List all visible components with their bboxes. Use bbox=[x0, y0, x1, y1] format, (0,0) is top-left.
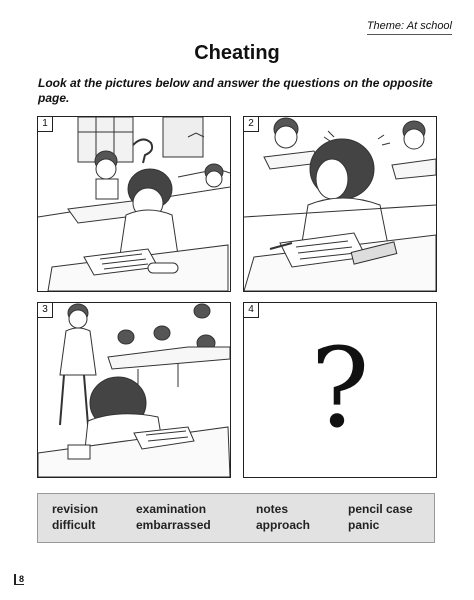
classroom-illustration-1 bbox=[38, 117, 230, 291]
panel-number: 4 bbox=[244, 303, 259, 318]
picture-panel-1 bbox=[37, 116, 231, 292]
word-bank-item: notes bbox=[256, 502, 289, 516]
word-bank-item: revision bbox=[52, 502, 99, 516]
panel-number: 3 bbox=[38, 303, 53, 318]
classroom-illustration-2 bbox=[244, 117, 436, 291]
classroom-illustration-3 bbox=[38, 303, 230, 477]
picture-panel-4 bbox=[243, 302, 437, 478]
theme-label: Theme: At school bbox=[367, 20, 452, 35]
word-bank-item: difficult bbox=[52, 518, 96, 532]
word-bank-item: approach bbox=[256, 518, 311, 532]
word-bank-item: panic bbox=[348, 518, 380, 532]
page-number: 8 bbox=[14, 574, 24, 585]
panel-number: 2 bbox=[244, 117, 259, 132]
word-bank-item: pencil case bbox=[348, 502, 413, 516]
panel-number: 1 bbox=[38, 117, 53, 132]
instructions-text: Look at the pictures below and answer the questions on the opposite page. bbox=[38, 76, 433, 105]
word-bank-item: examination bbox=[136, 502, 207, 516]
page-title: Cheating bbox=[194, 42, 280, 64]
picture-panel-2 bbox=[243, 116, 437, 292]
word-bank bbox=[37, 493, 435, 543]
question-mark-symbol: ? bbox=[310, 324, 370, 452]
picture-panel-3 bbox=[37, 302, 231, 478]
word-bank-item: embarrassed bbox=[136, 518, 211, 532]
